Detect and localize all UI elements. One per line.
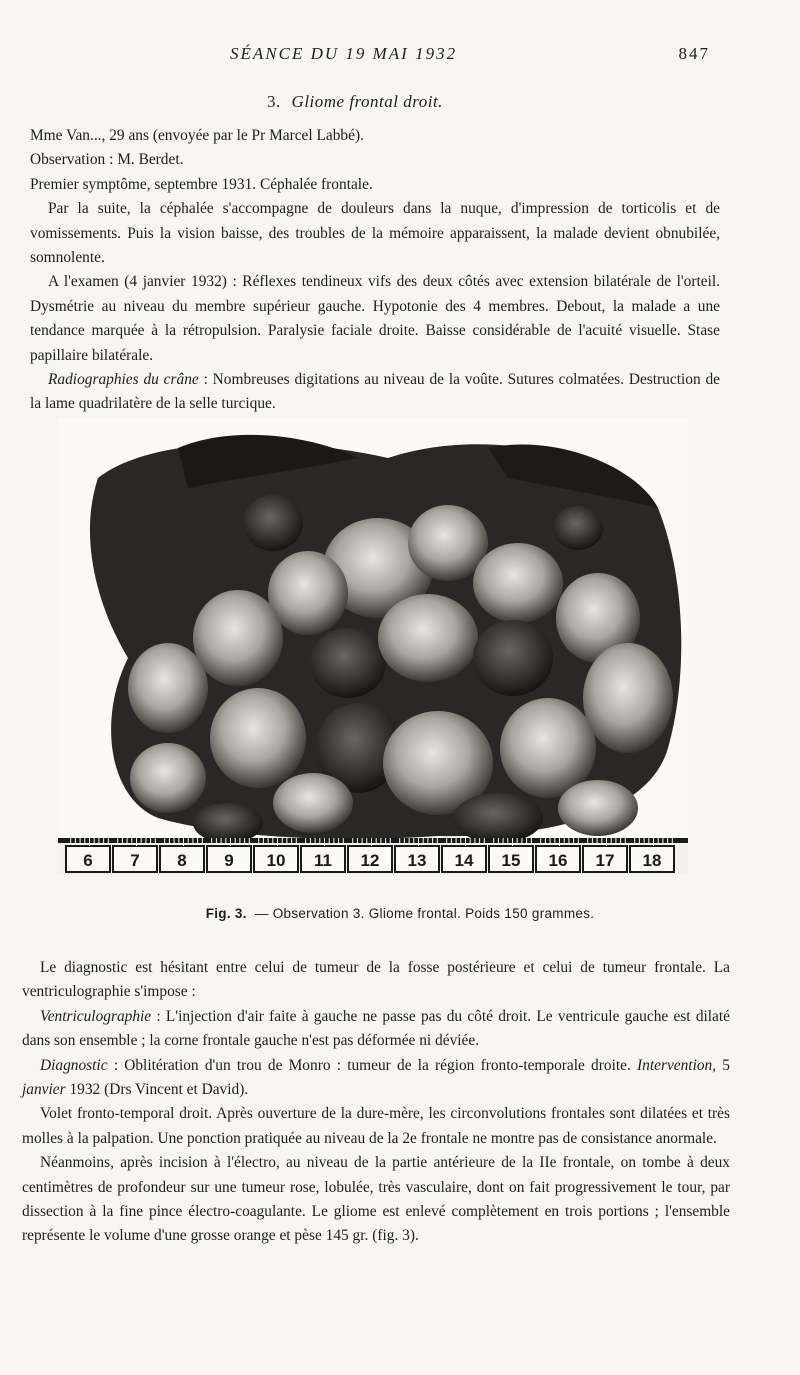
- exam-paragraph: A l'examen (4 janvier 1932) : Réflexes tendineux vifs des deux côtés avec extension bilatérale de l'orteil. Dysmétrie au niveau du membre supérieur gauche. Hypotonie des 4 membres. Debout, la malade a une tendance marquée à la rétropulsion. Paralysie faciale droite. Baisse considérable de l'acuité visuelle. Stase papillaire bilatérale.: [30, 273, 720, 364]
- ventriculography-label: Ventriculographie: [40, 1007, 152, 1025]
- section-heading: [0, 92, 710, 112]
- page-number: 847: [678, 44, 710, 63]
- ruler-number: 11: [314, 851, 332, 870]
- radiographies-label: Radiographies du crâne: [48, 371, 199, 389]
- ruler-number: 10: [266, 851, 286, 870]
- diagnosis-paragraph: Le diagnostic est hésitant entre celui de tumeur de la fosse postérieure et celui de tumeur frontale. La ventriculographie s'impose :: [22, 959, 730, 1001]
- section-title: Gliome frontal droit.: [291, 92, 443, 111]
- neanmoins-paragraph: Néanmoins, après incision à l'électro, au niveau de la partie antérieure de la IIe frontale, on tombe à deux centimètres de profondeur sur une tumeur rose, lobulée, très vasculaire, dont on fait progressivement le tour, par dissection à la fine pince électro-coagulante. Le gliome est enlevé complètement en trois portions ; l'ensemble représente le volume d'une grosse orange et pèse 145 gr. (fig. 3).: [22, 1154, 730, 1245]
- diagnostic-label: Diagnostic: [40, 1056, 108, 1074]
- intervention-date-pre: , 5: [712, 1056, 731, 1074]
- diagnostic-paragraph: [22, 1054, 730, 1103]
- ruler-number: 9: [224, 851, 234, 870]
- page-header: [230, 44, 710, 68]
- diagnosis-text: [22, 956, 730, 1249]
- intervention-text: 1932 (Drs Vincent et David).: [65, 1081, 249, 1099]
- ruler-number: 7: [130, 851, 140, 870]
- intervention-label: Intervention: [637, 1056, 713, 1074]
- ruler-number: 6: [83, 851, 93, 870]
- observation-line: Observation : M. Berdet.: [30, 151, 184, 169]
- figure-caption: [0, 906, 800, 921]
- running-head: SÉANCE DU 19 MAI 1932: [230, 44, 458, 63]
- tumor-photograph: [58, 418, 688, 874]
- history-paragraph: Par la suite, la céphalée s'accompagne de douleurs dans la nuque, d'impression de torticolis et de vomissements. Puis la vision baisse, des troubles de la mémoire apparaissent, la malade devient obnubilée, somnolente.: [30, 200, 720, 267]
- ventriculography-paragraph: [22, 1005, 730, 1054]
- figure-label: Fig. 3.: [205, 906, 247, 921]
- section-number: 3.: [267, 92, 281, 111]
- ruler-number: 15: [501, 851, 521, 870]
- figure-caption-text: — Observation 3. Gliome frontal. Poids 150 grammes.: [254, 906, 595, 921]
- measuring-ruler: [58, 838, 688, 874]
- case-report-text: [30, 124, 720, 417]
- ruler-number: 13: [407, 851, 427, 870]
- tumor-photo-illustration: [58, 418, 688, 874]
- ruler-number: 12: [360, 851, 380, 870]
- ruler-number: 8: [177, 851, 187, 870]
- ventriculography-text: : L'injection d'air faite à gauche ne passe pas du côté droit. Le ventricule gauche est dilaté dans son ensemble ; la corne frontale gauche n'est pas déformée ni déviée.: [22, 1007, 730, 1050]
- radiographies-text: : Nombreuses digitations au niveau de la voûte. Sutures colmatées. Destruction de la lame quadrilatère de la selle turcique.: [30, 371, 720, 413]
- diagnostic-text: : Oblitération d'un trou de Monro : tumeur de la région fronto-temporale droite.: [107, 1056, 638, 1074]
- ruler-number: 14: [454, 851, 474, 870]
- intervention-month: janvier: [22, 1081, 66, 1099]
- radiographies-paragraph: [30, 368, 720, 417]
- volet-paragraph: Volet fronto-temporal droit. Après ouverture de la dure-mère, les circonvolutions frontales sont dilatées et très molles à la palpation. Une ponction pratiquée au niveau de la 2e frontale ne montre pas de consistance anormale.: [22, 1105, 730, 1147]
- ruler-number: 17: [595, 851, 615, 870]
- first-symptom-line: Premier symptôme, septembre 1931. Céphalée frontale.: [30, 175, 373, 193]
- ruler-number: 18: [642, 851, 662, 870]
- ruler-number: 16: [548, 851, 568, 870]
- patient-line: Mme Van..., 29 ans (envoyée par le Pr Marcel Labbé).: [30, 127, 364, 144]
